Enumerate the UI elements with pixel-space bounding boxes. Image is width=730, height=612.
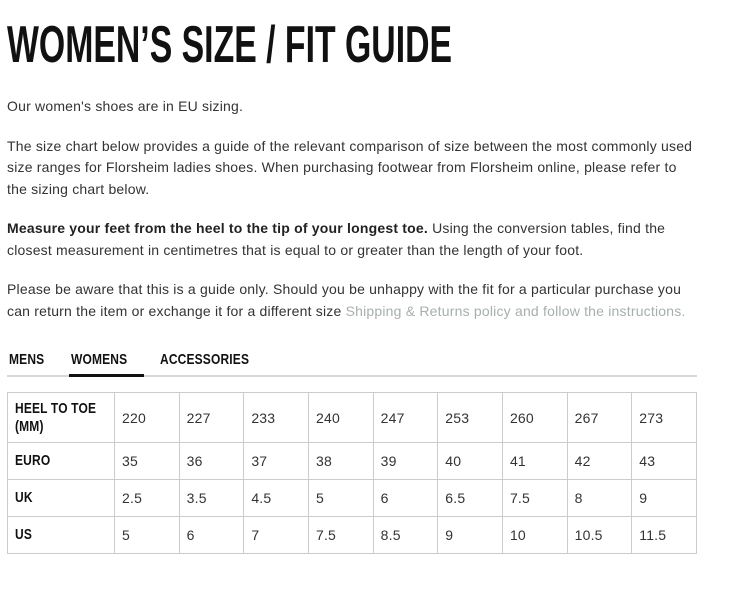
size-table-cell: 260 (502, 393, 567, 443)
measure-paragraph (7, 218, 697, 261)
size-table-row (8, 517, 697, 554)
size-chart-paragraph: The size chart below provides a guide of the relevant comparison of size between the most commonly used size ranges for Florsheim ladies shoes. When purchasing footwear from Florsheim online, please refer to the sizing chart below. (7, 137, 693, 197)
size-table-cell: 5 (115, 517, 180, 554)
size-table-cell: 37 (244, 443, 309, 480)
size-table-cell: 2.5 (115, 480, 180, 517)
returns-paragraph-tail: and follow the instructions. (510, 302, 686, 319)
size-table-cell: 10 (502, 517, 567, 554)
size-table-cell: 36 (179, 443, 244, 480)
size-table-row-label-text: HEEL TO TOE (MM) (15, 399, 97, 435)
size-table-row-label-text: US (15, 526, 32, 543)
size-table-cell: 8 (567, 480, 632, 517)
shipping-returns-link[interactable]: Shipping & Returns policy (345, 302, 511, 319)
size-table-cell: 233 (244, 393, 309, 443)
size-table-cell: 3.5 (179, 480, 244, 517)
size-table-cell: 6 (373, 480, 438, 517)
size-table-cell: 7.5 (308, 517, 373, 554)
page-title-text: WOMEN’S SIZE / FIT GUIDE (7, 16, 453, 74)
size-table-cell: 6 (179, 517, 244, 554)
size-table-cell: 220 (115, 393, 180, 443)
size-table-cell: 7.5 (502, 480, 567, 517)
size-table-cell: 273 (632, 393, 697, 443)
size-table-cell: 10.5 (567, 517, 632, 554)
size-table-row-label-text: EURO (15, 452, 51, 469)
tab-womens[interactable] (69, 352, 143, 377)
size-table-cell: 7 (244, 517, 309, 554)
tab-label: ACCESSORIES (159, 351, 249, 368)
size-table-cell: 39 (373, 443, 438, 480)
size-table-cell: 40 (438, 443, 503, 480)
category-tabs (7, 352, 697, 377)
size-table-row-label (8, 393, 115, 443)
size-table-cell: 253 (438, 393, 503, 443)
page-title (7, 16, 697, 74)
returns-paragraph-text: Please be aware that this is a guide only. Should you be unhappy with the fit for a particular purchase you can return the item or exchange it for a different size (7, 281, 682, 319)
size-conversion-table (7, 392, 697, 554)
size-table-cell: 43 (632, 443, 697, 480)
size-table-cell: 5 (308, 480, 373, 517)
intro-paragraph: Our women's shoes are in EU sizing. (7, 98, 244, 114)
size-table-cell: 42 (567, 443, 632, 480)
tab-label: WOMENS (71, 351, 128, 368)
size-table-cell: 38 (308, 443, 373, 480)
measure-paragraph-rest: Using the conversion tables, find the closest measurement in centimetres that is equal to or greater than the length of your foot. (7, 220, 666, 258)
size-table-cell: 4.5 (244, 480, 309, 517)
size-table-cell: 267 (567, 393, 632, 443)
measure-paragraph-bold: Measure your feet from the heel to the tip of your longest toe. (7, 220, 428, 236)
size-table-row (8, 480, 697, 517)
size-table-row-label-text: UK (15, 489, 33, 506)
size-table-cell: 227 (179, 393, 244, 443)
size-table-row-label (8, 480, 115, 517)
tab-mens[interactable] (7, 352, 55, 377)
size-table-cell: 9 (438, 517, 503, 554)
size-table-row-label (8, 443, 115, 480)
size-table-cell: 41 (502, 443, 567, 480)
size-table-cell: 6.5 (438, 480, 503, 517)
tab-label: MENS (9, 351, 45, 368)
size-table-row (8, 443, 697, 480)
tab-accessories[interactable] (158, 352, 273, 377)
returns-paragraph (7, 279, 697, 322)
size-table-cell: 11.5 (632, 517, 697, 554)
size-table-row (8, 393, 697, 443)
size-table-cell: 8.5 (373, 517, 438, 554)
size-table-row-label (8, 517, 115, 554)
size-table-cell: 240 (308, 393, 373, 443)
size-table-cell: 247 (373, 393, 438, 443)
size-table-cell: 9 (632, 480, 697, 517)
size-table-cell: 35 (115, 443, 180, 480)
